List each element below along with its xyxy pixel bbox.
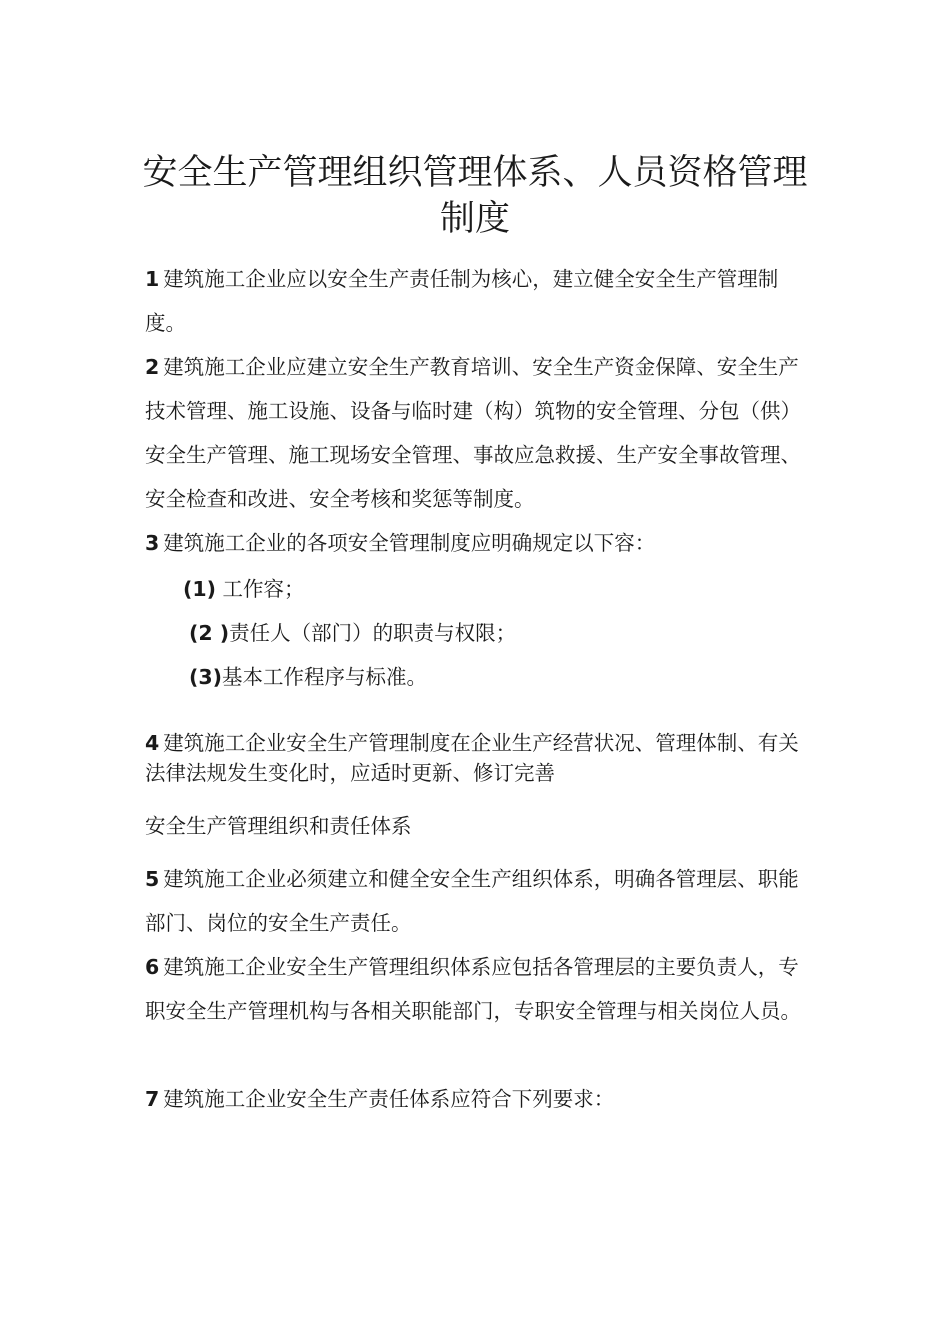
list-item-text: 工作容； [216,577,305,601]
paragraph-text: 建筑施工企业应以安全生产责任制为核心，建立健全安全生产管理制度。 [145,267,779,335]
list-item-marker: (3) [189,665,223,689]
paragraph-text: 建筑施工企业安全生产管理组织体系应包括各管理层的主要负责人，专职安全生产管理机构与各相关职能部门，专职安全管理与相关岗位人员。 [145,955,801,1023]
paragraph-text: 建筑施工企业安全生产责任体系应符合下列要求： [163,1087,615,1111]
paragraph-number: 6 [145,955,160,979]
paragraph-number: 3 [145,531,160,555]
list-item-text: 基本工作程序与标准。 [222,665,428,689]
paragraph-5 [145,857,810,945]
paragraph-text: 建筑施工企业的各项安全管理制度应明确规定以下容： [163,531,656,555]
paragraph-number: 7 [145,1087,160,1111]
paragraph-number: 4 [145,731,160,755]
paragraph-4 [145,728,810,788]
paragraph-1 [145,257,810,345]
list-item-text: 责任人（部门）的职责与权限； [229,621,517,645]
list-item [183,574,305,604]
list-item-marker: (1) [183,577,217,601]
paragraph-7 [145,1077,810,1121]
paragraph-number: 2 [145,355,160,379]
paragraph-text: 建筑施工企业应建立安全生产教育培训、安全生产资金保障、安全生产技术管理、施工设施、设备与临时建（构）筑物的安全管理、分包（供）安全生产管理、施工现场安全管理、事故应急救援、生产安全事故管理、安全检查和改进、安全考核和奖惩等制度。 [145,355,801,511]
paragraph-text: 建筑施工企业必须建立和健全安全生产组织体系，明确各管理层、职能部门、岗位的安全生产责任。 [145,867,799,935]
paragraph-number: 5 [145,867,160,891]
section-heading: 安全生产管理组织和责任体系 [145,814,412,838]
paragraph-3 [145,521,810,565]
paragraph-2 [145,345,810,521]
paragraph-6 [145,945,810,1033]
paragraph-number: 1 [145,267,160,291]
list-item-marker: (2 ) [189,621,230,645]
document-title: 安全生产管理组织管理体系、人员资格管理制度 [142,153,808,239]
paragraph-text: 建筑施工企业安全生产管理制度在企业生产经营状况、管理体制、有关法律法规发生变化时，应适时更新、修订完善 [145,731,799,785]
list-item [189,618,516,648]
list-item [189,662,427,692]
